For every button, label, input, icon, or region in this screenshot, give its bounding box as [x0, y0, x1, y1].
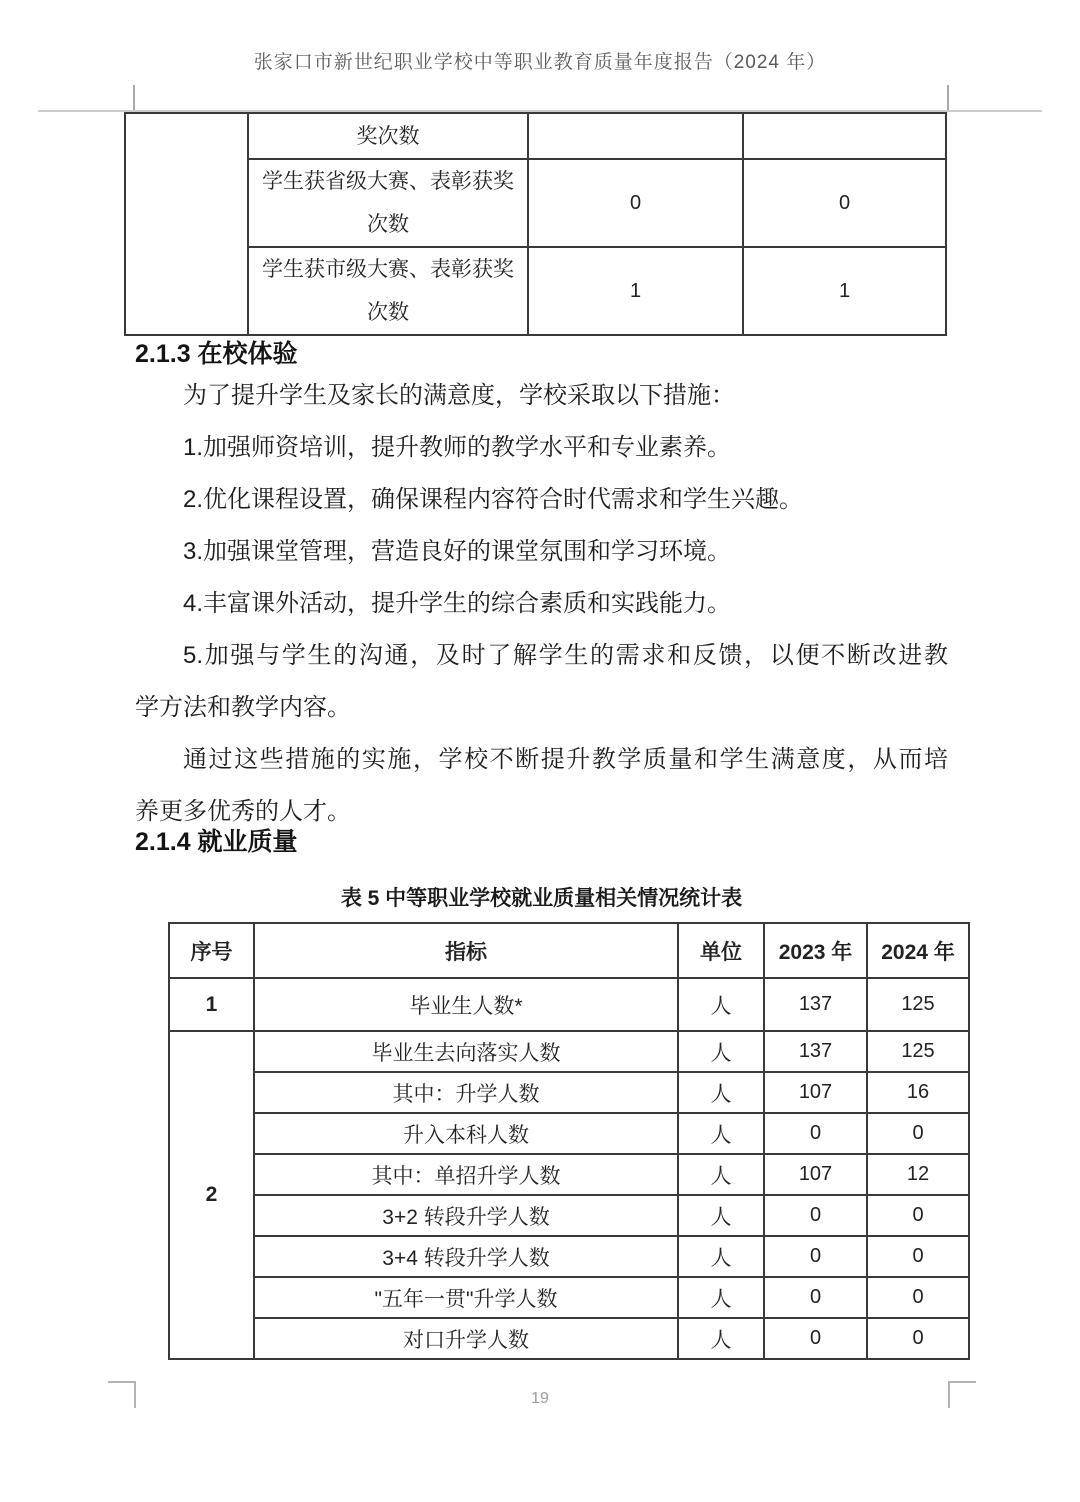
text-boundary-mark-bottom-right [948, 1381, 976, 1383]
indicator-cell: 升入本科人数 [254, 1113, 678, 1154]
table-row [125, 159, 946, 247]
award-2024-cell: 1 [743, 247, 946, 335]
award-group-empty-cell [125, 113, 248, 335]
value-2024-cell: 0 [867, 1277, 969, 1318]
unit-cell: 人 [678, 1031, 764, 1072]
award-2024-cell: 0 [743, 159, 946, 247]
paragraph-line: 5.加强与学生的沟通，及时了解学生的需求和反馈，以便不断改进教 [183, 642, 948, 669]
value-2023-cell: 137 [764, 978, 867, 1031]
table-5-caption: 表 5 中等职业学校就业质量相关情况统计表 [340, 887, 743, 910]
value-2024-cell: 0 [867, 1195, 969, 1236]
table-row [125, 113, 946, 159]
employment-quality-table [168, 922, 970, 1360]
paragraph-line: 4.丰富课外活动，提升学生的综合素质和实践能力。 [183, 590, 732, 617]
value-2023-cell: 137 [764, 1031, 867, 1072]
value-2024-cell: 0 [867, 1318, 969, 1359]
table-row [169, 1318, 969, 1359]
value-2024-cell: 0 [867, 1113, 969, 1154]
value-2024-cell: 12 [867, 1154, 969, 1195]
indicator-cell: 毕业生去向落实人数 [254, 1031, 678, 1072]
value-2023-cell: 0 [764, 1195, 867, 1236]
table-row [169, 1113, 969, 1154]
value-2023-cell: 107 [764, 1072, 867, 1113]
unit-cell: 人 [678, 1072, 764, 1113]
award-indicator-cell: 学生获市级大赛、表彰获奖次数 [248, 247, 528, 335]
unit-cell: 人 [678, 978, 764, 1031]
page-number: 19 [531, 1390, 549, 1407]
unit-cell: 人 [678, 1154, 764, 1195]
section-heading-2-1-3: 2.1.3 在校体验 [135, 340, 298, 368]
award-2023-cell [528, 113, 743, 159]
award-statistics-table [124, 112, 947, 336]
table-header-row [169, 923, 969, 978]
paragraph-line: 2.优化课程设置，确保课程内容符合时代需求和学生兴趣。 [183, 486, 804, 513]
indicator-cell: 毕业生人数* [254, 978, 678, 1031]
column-header-indicator: 指标 [254, 923, 678, 978]
paragraph-line: 为了提升学生及家长的满意度，学校采取以下措施： [183, 382, 735, 409]
indicator-cell: 对口升学人数 [254, 1318, 678, 1359]
table-row [169, 1072, 969, 1113]
indicator-cell: 3+2 转段升学人数 [254, 1195, 678, 1236]
value-2023-cell: 107 [764, 1154, 867, 1195]
text-boundary-mark-top-right [947, 85, 949, 112]
section-heading-2-1-4: 2.1.4 就业质量 [135, 828, 298, 856]
paragraph-line: 学方法和教学内容。 [135, 694, 351, 721]
indicator-cell: 其中：单招升学人数 [254, 1154, 678, 1195]
paragraph-line: 通过这些措施的实施，学校不断提升教学质量和学生满意度，从而培 [183, 746, 948, 773]
column-header-no: 序号 [169, 923, 254, 978]
value-2023-cell: 0 [764, 1113, 867, 1154]
value-2024-cell: 16 [867, 1072, 969, 1113]
value-2024-cell: 125 [867, 1031, 969, 1072]
table-row [169, 1277, 969, 1318]
paragraph-line: 1.加强师资培训，提升教师的教学水平和专业素养。 [183, 434, 732, 461]
award-2024-cell [743, 113, 946, 159]
award-indicator-cell: 学生获省级大赛、表彰获奖次数 [248, 159, 528, 247]
value-2023-cell: 0 [764, 1236, 867, 1277]
unit-cell: 人 [678, 1113, 764, 1154]
value-2024-cell: 0 [867, 1236, 969, 1277]
row-number-cell: 1 [169, 978, 254, 1031]
unit-cell: 人 [678, 1318, 764, 1359]
column-header-2023: 2023 年 [764, 923, 867, 978]
value-2023-cell: 0 [764, 1318, 867, 1359]
unit-cell: 人 [678, 1236, 764, 1277]
table-row [125, 247, 946, 335]
table-row [169, 1154, 969, 1195]
table-row [169, 1195, 969, 1236]
row-number-cell: 2 [169, 1031, 254, 1359]
table-row [169, 1236, 969, 1277]
unit-cell: 人 [678, 1195, 764, 1236]
column-header-2024: 2024 年 [867, 923, 969, 978]
paragraph-line: 3.加强课堂管理，营造良好的课堂氛围和学习环境。 [183, 538, 732, 565]
award-2023-cell: 0 [528, 159, 743, 247]
text-boundary-mark-bottom-left [108, 1381, 136, 1383]
value-2023-cell: 0 [764, 1277, 867, 1318]
value-2024-cell: 125 [867, 978, 969, 1031]
award-indicator-cell: 奖次数 [248, 113, 528, 159]
paragraph-line: 养更多优秀的人才。 [135, 798, 351, 825]
indicator-cell: 3+4 转段升学人数 [254, 1236, 678, 1277]
text-boundary-mark-top-left [133, 85, 135, 112]
indicator-cell: "五年一贯"升学人数 [254, 1277, 678, 1318]
running-header-title: 张家口市新世纪职业学校中等职业教育质量年度报告（2024 年） [253, 52, 827, 73]
indicator-cell: 其中：升学人数 [254, 1072, 678, 1113]
section-2-1-3-body [135, 370, 948, 838]
unit-cell: 人 [678, 1277, 764, 1318]
award-2023-cell: 1 [528, 247, 743, 335]
table-row [169, 978, 969, 1031]
table-row [169, 1031, 969, 1072]
column-header-unit: 单位 [678, 923, 764, 978]
